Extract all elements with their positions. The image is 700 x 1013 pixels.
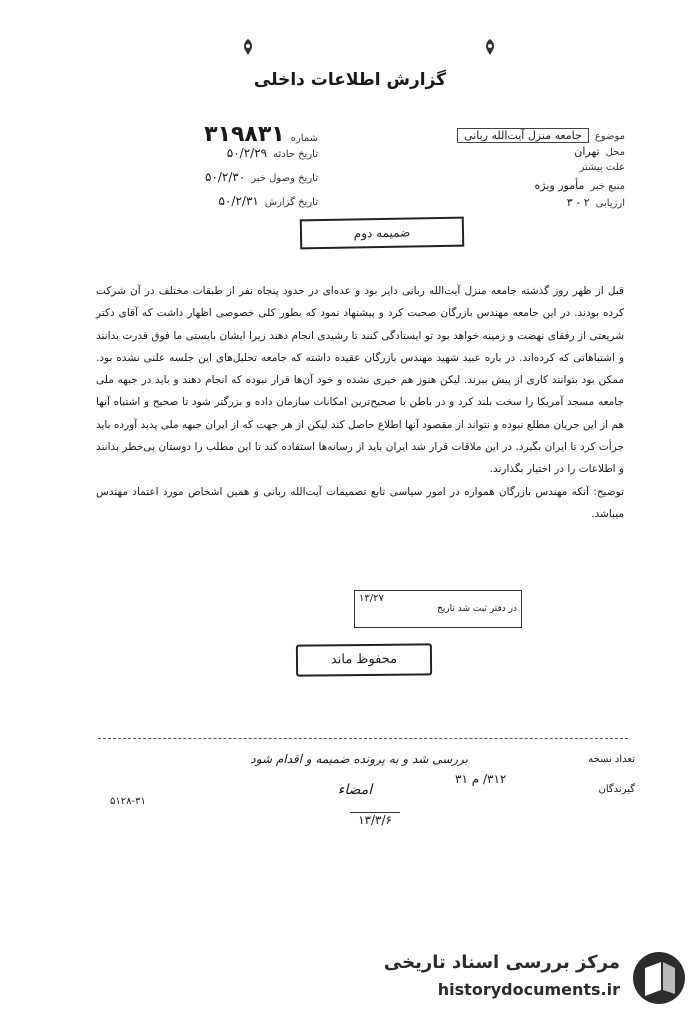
rating-value: ۲ - ۳ — [566, 196, 590, 209]
report-date-label: تاریخ گزارش — [264, 197, 318, 208]
event-date-label: تاریخ حادثه — [273, 149, 318, 160]
meta-right-block — [335, 128, 625, 213]
body-note: توضیح: آنکه مهندس بازرگان همواره در امور سیاسی تابع تصمیمات آیت‌الله ربانی و همین اشخاص مورد اعتماد مهندس میباشد. — [96, 485, 624, 520]
event-date-value: ۵۰/۲/۲۹ — [226, 146, 268, 160]
source-value: مأمور ویژه — [534, 179, 585, 192]
report-date-value: ۵۰/۲/۳۱ — [218, 194, 259, 208]
body-paragraph: قبل از ظهر روز گذشته جامعه منزل آیت‌الله ربانی دایر بود و عده‌ای در حدود پنجاه نفر از طبقات مختلف در آن شرکت کرده بودند. در این جامعه مهندس بازرگان صحبت کرد و پیشنهاد نمود که بطور کلی خصوصی اظهار داشت که آقای دکتر شریعتی از رفقای نهضت و زمینه خواهد بود تو ایستادگی کنند تا رشیدی انجام دهند زیرا ایشان بایستی ما فوق قدرت بدانند و اشتباهاتی که کرده‌اند. در باره عبید شهید مهندس بازرگان عقیده داشته که جامعه تحلیل‌های این جلسه علنی نشده بود. ممکن بود بتوانند کاری از پیش ببرند. لیکن هنوز هم خیری نشده و خود آن‌ها قرار نبوده که انجام دهند و باید در جبهه ملی جامعه مسجد آمریکا را سخت بلند کرد و در باطن با صحیح‌ترین امکانات سازمان داده و بزرگتر شود تا صحیح و اشتباه آنها هم از این جریان مطلع نبوده و نتواند از مقصود آنها اطلاع حاصل کند لیکن از هر جهت که از ایران جبهه ملی پدید آورده باید جرأت کرد تا ایران بگیرد. در این ملاقات قرار شد ایران باید از رسانه‌ها استفاده کند تا این مطلب را دوستان بی‌خطر بدانند و اطلاعات را در اختیار بگذارند. — [96, 285, 624, 476]
receipt-date-label: تاریخ وصول خبر — [251, 173, 318, 184]
handwritten-note: بررسی شد و به پرونده ضمیمه و اقدام شود — [250, 752, 468, 766]
registry-stamp-number: ۱۳/۲۷ — [359, 593, 384, 604]
report-body — [96, 280, 624, 525]
number-label: شماره — [290, 133, 318, 144]
source-row — [335, 179, 625, 196]
watermark-org-name: مرکز بررسی اسناد تاریخی — [383, 952, 620, 973]
source-label: منبع خبر — [590, 181, 625, 192]
meta-left-block — [88, 122, 318, 218]
meta-report-date-row — [88, 194, 318, 218]
page-title: گزارش اطلاعات داخلی — [253, 70, 447, 90]
place-value: تهران — [574, 145, 600, 158]
subject-value: جامعه منزل آیت‌الله ربانی — [457, 128, 589, 143]
file-label: علت بیشتر — [579, 162, 625, 173]
footer-labels — [565, 745, 635, 805]
meta-receipt-date-row — [88, 170, 318, 194]
rating-label: ارزیابی — [595, 198, 625, 209]
watermark-url: historydocuments.ir — [437, 980, 620, 999]
meta-event-date-row — [88, 146, 318, 170]
received-stamp: ضمیمه دوم — [300, 217, 464, 250]
emblem-icon — [240, 38, 256, 56]
registry-stamp-text: در دفتر ثبت شد تاریخ — [436, 604, 517, 614]
signature: امضاء — [337, 782, 373, 798]
footer-divider — [98, 738, 628, 739]
signature-number: ۱۳/۳/۶ — [350, 812, 400, 827]
document-code: ۵۱۲۸-۳۱ — [110, 796, 146, 807]
place-label: محل — [605, 147, 625, 158]
recipients-value: ۳۱۲/ م ۳۱ — [455, 772, 507, 786]
registry-stamp — [354, 590, 522, 628]
meta-number-row — [88, 122, 318, 146]
copies-label: تعداد نسخه — [588, 754, 635, 765]
place-row — [335, 145, 625, 162]
archive-logo-icon — [631, 950, 687, 1006]
recipients-label: گیرندگان — [598, 784, 635, 795]
file-row — [335, 162, 625, 179]
preserved-stamp: محفوظ ماند — [296, 643, 432, 676]
subject-label: موضوع — [594, 131, 625, 142]
watermark — [383, 946, 695, 1006]
subject-row — [335, 128, 625, 145]
receipt-date-value: ۵۰/۲/۳۰ — [204, 170, 246, 184]
emblem-icon — [482, 38, 498, 56]
number-value: ۳۱۹۸۳۱ — [204, 122, 285, 147]
rating-row — [335, 196, 625, 213]
